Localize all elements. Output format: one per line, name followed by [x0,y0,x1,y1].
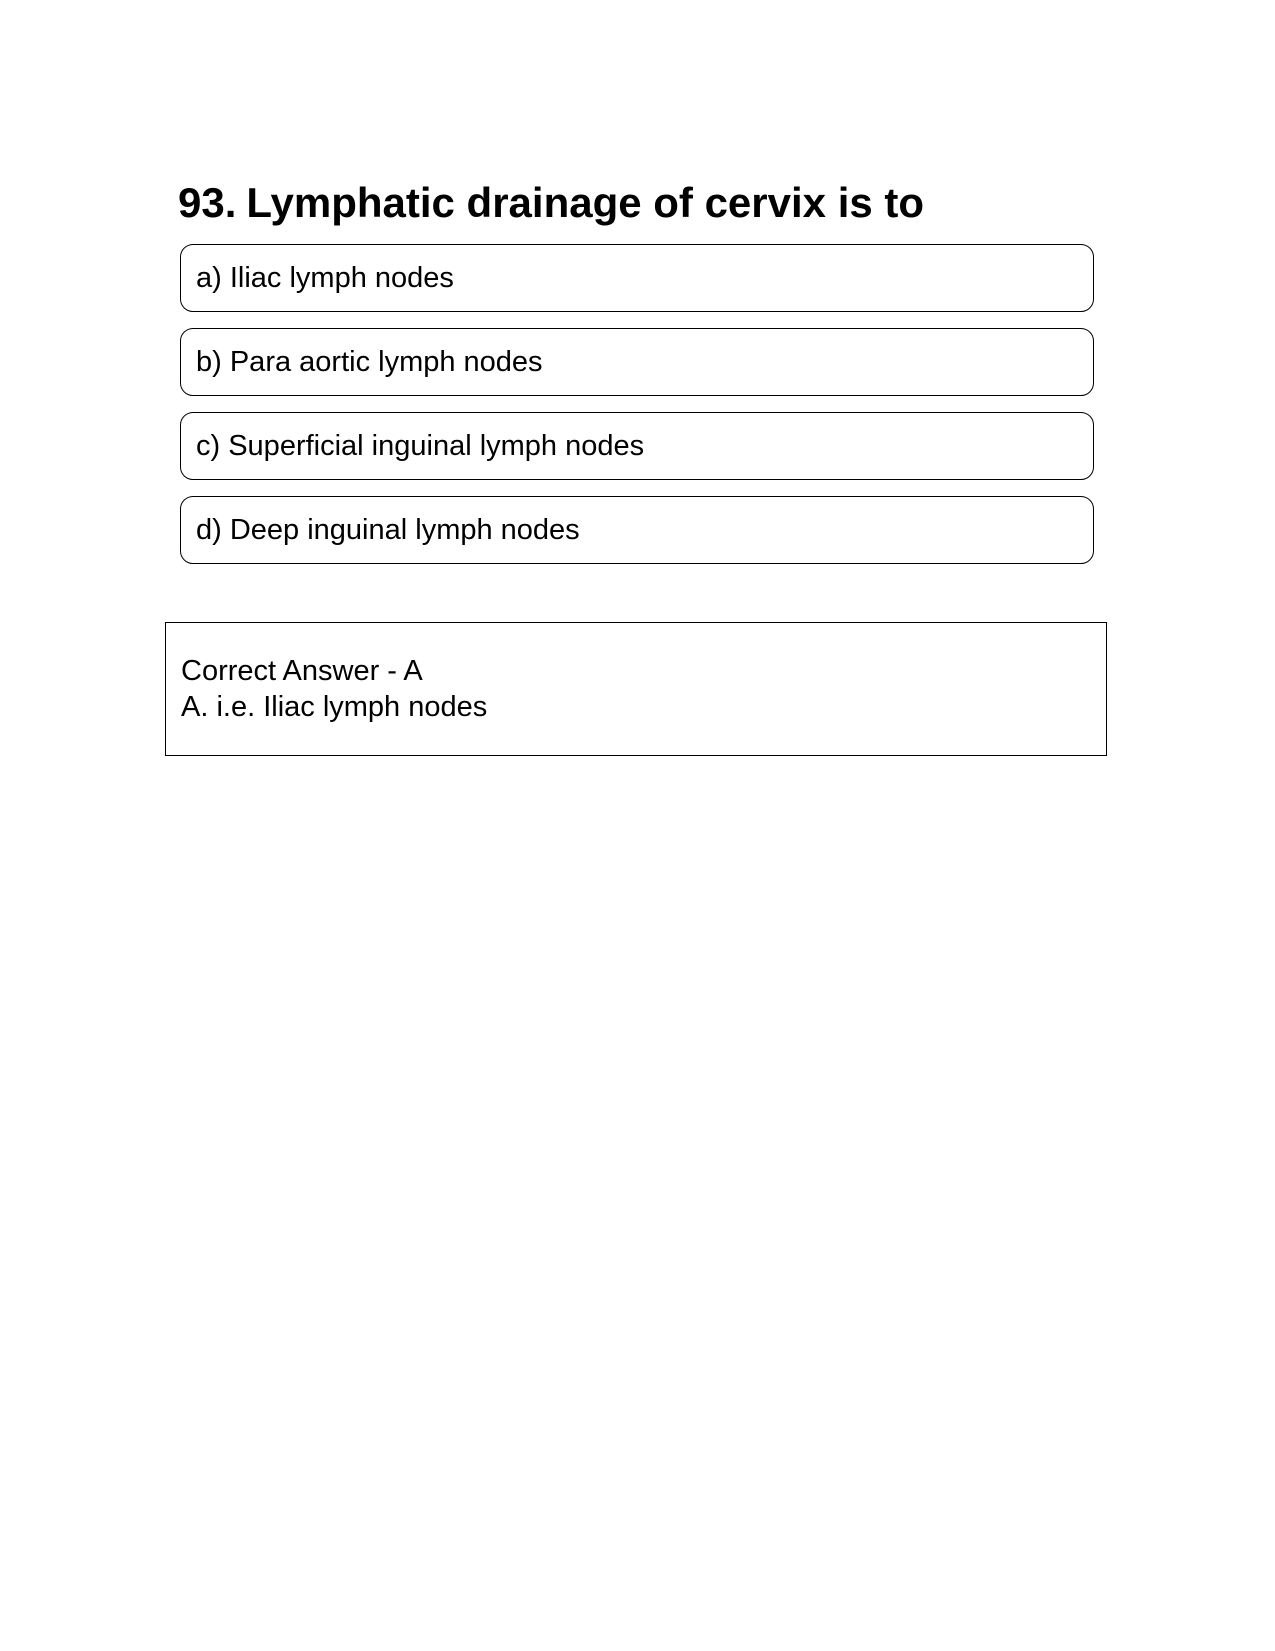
options-list [180,244,1094,580]
question-text: Lymphatic drainage of cervix is to [246,179,925,226]
answer-box [165,622,1107,756]
question-number: 93. [178,179,237,226]
option-d[interactable]: d) Deep inguinal lymph nodes [180,496,1094,564]
question-heading [178,178,1098,228]
answer-explanation: A. i.e. Iliac lymph nodes [181,691,488,723]
option-b[interactable]: b) Para aortic lymph nodes [180,328,1094,396]
option-a[interactable]: a) Iliac lymph nodes [180,244,1094,312]
option-c[interactable]: c) Superficial inguinal lymph nodes [180,412,1094,480]
correct-answer-line: Correct Answer - A [181,655,423,687]
